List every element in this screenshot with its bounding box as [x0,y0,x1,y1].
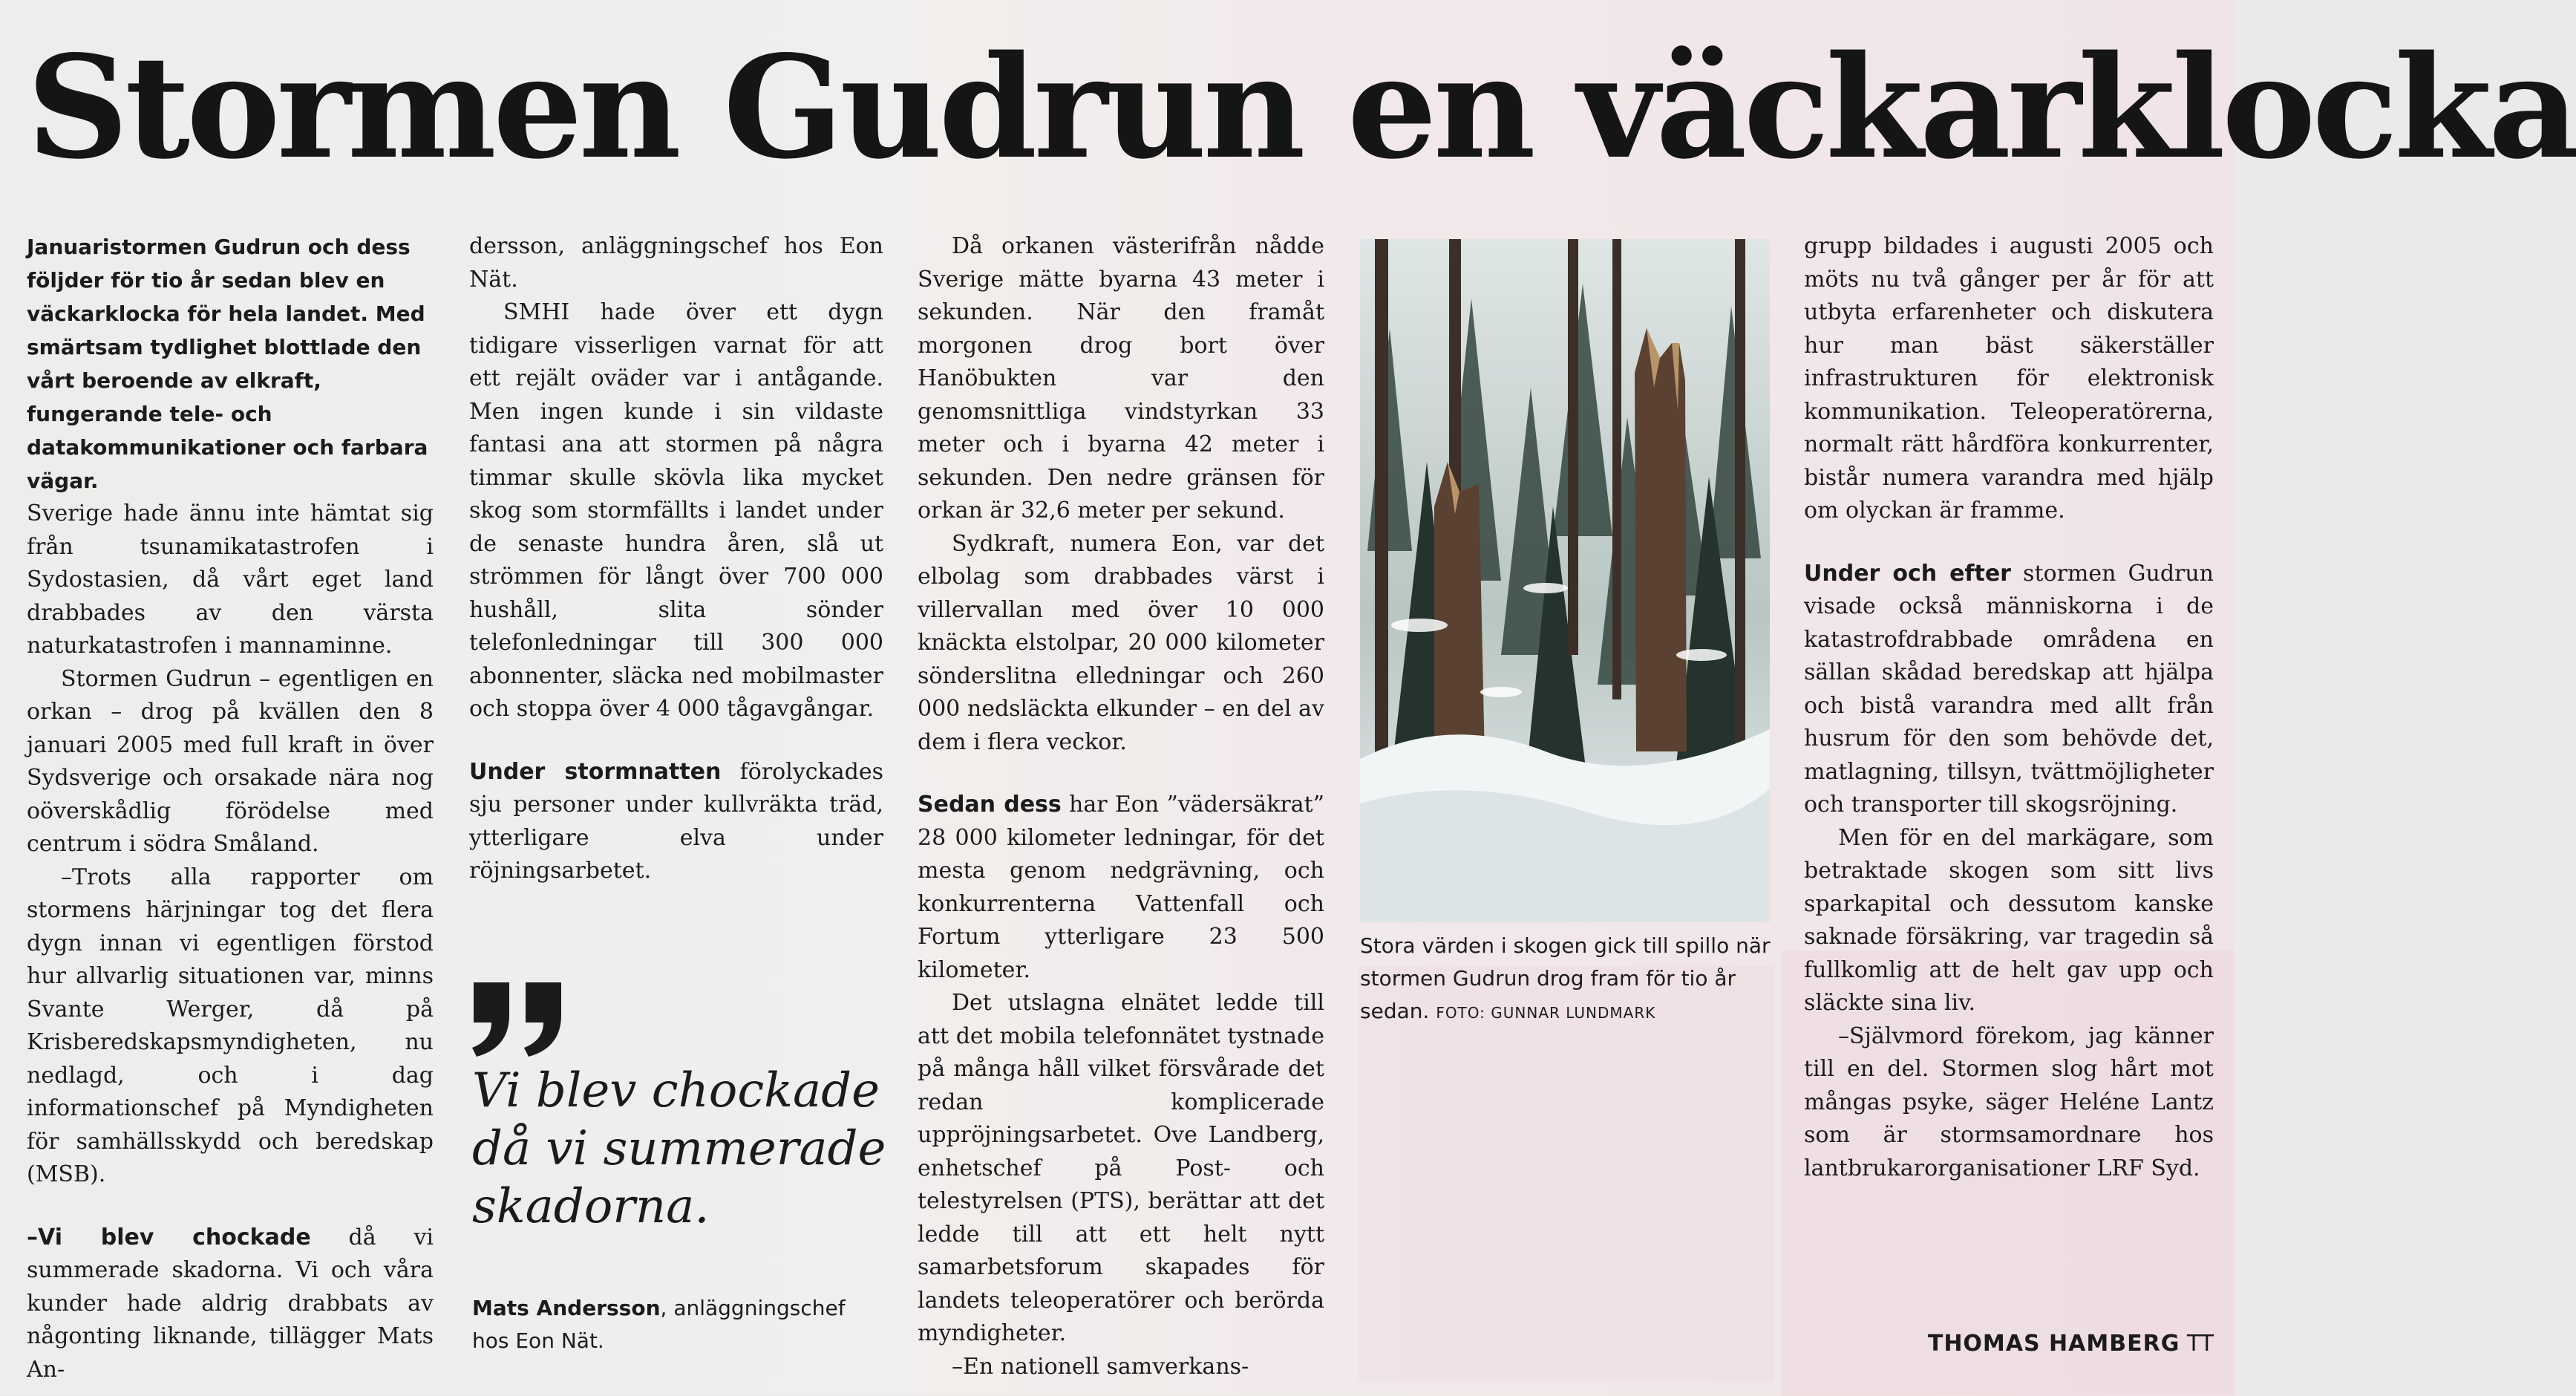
article-column-3 [918,230,1324,1383]
paragraph-lead: Under stormnatten [469,758,722,785]
body-paragraph: Det utslagna elnätet ledde till att det mobila telefonnätet tystnade på många håll vilket försvårade det redan komplicerade uppröjningsarbetet. Ove Landberg, enhetschef på Post- och telestyrelsen (PTS), berättar att det ledde till att ett helt nytt samarbetsforum skapades för landets teleoperatörer och berörda myndigheter. [918,990,1324,1346]
caption-text: Stora värden i skogen gick till spillo när stormen Gudrun drog fram för tio år sedan. [1360,933,1771,1023]
paragraph-text: stormen Gudrun visade också människorna i de katastrofdrabbade områdena en sällan skådad beredskap att hjälpa och bistå varandra med allt från husrum för den som behövde det, matlagning, tillsyn, tvättmöjligheter och transporter till skogsröjning. [1804,560,2214,818]
paragraph-lead: –Vi blev chockade [27,1224,311,1250]
quote-mark-icon [468,976,572,1058]
article-column-2 [469,230,883,888]
body-paragraph [27,1222,434,1387]
body-paragraph: Stormen Gudrun – egentligen en orkan – drog på kvällen den 8 januari 2005 med full kraft in över Sydsverige och orsakade nära nog oöverskådlig förödelse med centrum i södra Småland. [27,665,434,857]
body-paragraph: grupp bildades i augusti 2005 och möts nu två gånger per år för att utbyta erfarenheter och diskutera hur man bäst säkerställer infrastrukturen för elektronisk kommunikation. Teleoperatörerna, normalt rätt hårdföra konkurrenter, bistår numera varandra med hjälp om olyckan är framme. [1804,233,2214,524]
storm-damaged-forest-photo [1360,239,1770,922]
body-paragraph: –En nationell samverkans- [952,1353,1249,1380]
body-paragraph [918,789,1324,987]
attribution-role: , anläggningschef hos Eon Nät. [472,1296,846,1353]
body-paragraph: dersson, anläggningschef hos Eon Nät. [469,233,883,293]
article-column-5 [1804,230,2214,1185]
paragraph-text: förolyckades sju personer under kullvräkta träd, ytterligare elva under röjningsarbetet. [469,758,883,884]
photo-caption [1360,930,1776,1029]
body-paragraph: –Självmord förekom, jag känner till en del. Stormen slog hårt mot mångas psyke, säger Heléne Lantz som är stormsamordnare hos lantbrukarorganisationer LRF Syd. [1804,1022,2214,1181]
photo-credit: FOTO: GUNNAR LUNDMARK [1436,1004,1656,1022]
body-paragraph: –Trots alla rapporter om stormens härjningar tog det flera dygn innan vi egentligen förstod hur allvarlig situationen var, minns Svante Werger, då på Krisberedskapsmyndigheten, nu nedlagd, och i dag informationschef på Myndigheten för samhällsskydd och beredskap (MSB). [27,864,434,1187]
pull-quote-attribution [472,1292,888,1357]
body-paragraph [469,756,883,888]
attribution-name: Mats Andersson [472,1296,661,1320]
forest-photo-icon [1360,239,1770,922]
intro-paragraph: Januaristormen Gudrun och dess följder för tio år sedan blev en väckarklocka för hela landet. Med smärtsam tydlighet blottlade den vårt beroende av elkraft, fungerande tele- och datakommunikationer och farbara vägar. [27,235,428,493]
paragraph-text: har Eon ”vädersäkrat” 28 000 kilometer ledningar, för det mesta genom nedgrävning, och konkurrenterna Vattenfall och Fortum ytterligare 23 500 kilometer. [918,792,1324,983]
body-paragraph: Men för en del markägare, som betraktade skogen som sitt livs sparkapital och dessutom kanske saknade försäkring, var tragedin så fullkomlig att de helt gav upp och släckte sina liv. [1804,824,2214,1016]
body-paragraph: Sydkraft, numera Eon, var det elbolag som drabbades värst i villervallan med över 10 000 knäckta elstolpar, 20 000 kilometer sönderslitna elledningar och 260 000 nedsläckta elkunder – en del av dem i flera veckor. [918,530,1324,755]
paragraph-lead: Under och efter [1804,560,2011,587]
body-paragraph: SMHI hade över ett dygn tidigare visserligen varnat för att ett rejält oväder var i antågande. Men ingen kunde i sin vildaste fantasi ana att stormen på några timmar skulle skövla lika mycket skog som stormfällts i landet under de senaste hundra åren, slå ut strömmen för långt över 700 000 hushåll, slita sönder telefonledningar till 300 000 abonnenter, släcka ned mobilmaster och stoppa över 4 000 tågavgångar. [469,299,883,722]
byline-name: THOMAS HAMBERG [1927,1331,2180,1357]
body-paragraph: Sverige hade ännu inte hämtat sig från tsunamikatastrofen i Sydostasien, då vårt eget land drabbades av den värsta naturkatastrofen i mannaminne. [27,500,434,659]
body-paragraph [1804,558,2214,822]
body-paragraph: Då orkanen västerifrån nådde Sverige mätte byarna 43 meter i sekunden. När den framåt morgonen drog bort över Hanöbukten var den genomsnittliga vindstyrkan 33 meter och i byarna 42 meter i sekunden. Den nedre gränsen för orkan är 32,6 meter per sekund. [918,233,1324,524]
pull-quote: Vi blev chockade då vi summerade skadorna. [472,1063,886,1234]
headline: Stormen Gudrun en väckarklocka [27,25,2576,190]
paragraph-text: då vi summerade skadorna. Vi och våra kunder hade aldrig drabbats av någonting liknande, tillägger Mats An- [27,1224,434,1383]
paragraph-lead: Sedan dess [918,792,1062,818]
byline-agency: TT [2186,1331,2214,1357]
byline [1878,1329,2214,1359]
article-column-1 [27,230,434,1386]
